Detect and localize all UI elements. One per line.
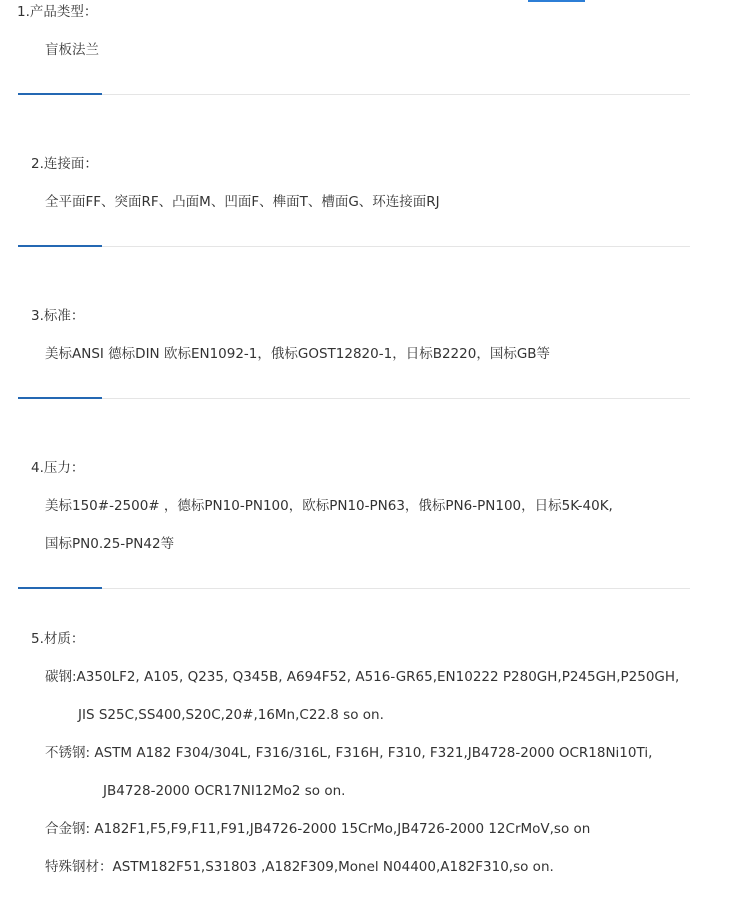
material-stainless-steel-cont: JB4728-2000 OCR17NI12Mo2 so on.	[103, 783, 346, 799]
divider-accent	[18, 245, 102, 247]
section-heading: 1.产品类型：	[17, 4, 98, 20]
material-alloy-steel: 合金钢: A182F1,F5,F9,F11,F91,JB4726-2000 15CrMo,JB4726-2000 12CrMoV,so on	[45, 821, 591, 837]
section-text: 盲板法兰	[45, 42, 99, 58]
top-accent-tab	[528, 0, 585, 2]
material-special-steel: 特殊钢材：ASTM182F51,S31803 ,A182F309,Monel N04400,A182F310,so on.	[45, 859, 554, 875]
section-divider	[18, 588, 690, 589]
material-stainless-steel: 不锈钢: ASTM A182 F304/304L, F316/316L, F316H, F310, F321,JB4728-2000 OCR18Ni10Ti,	[45, 745, 653, 761]
divider-accent	[18, 93, 102, 95]
section-heading: 4.压力：	[31, 460, 85, 476]
section-text: 美标150#-2500# ，德标PN10-PN100，欧标PN10-PN63，俄标PN6-PN100，日标5K-40K,	[45, 498, 613, 514]
material-carbon-steel-cont: JIS S25C,SS400,S20C,20#,16Mn,C22.8 so on.	[78, 707, 384, 723]
section-text: 美标ANSI 德标DIN 欧标EN1092-1，俄标GOST12820-1，日标B2220，国标GB等	[45, 346, 551, 362]
material-carbon-steel: 碳钢:A350LF2, A105, Q235, Q345B, A694F52, A516-GR65,EN10222 P280GH,P245GH,P250GH,	[45, 669, 680, 685]
section-divider	[18, 398, 690, 399]
divider-accent	[18, 397, 102, 399]
section-heading: 3.标准：	[31, 308, 85, 324]
section-divider	[18, 94, 690, 95]
divider-accent	[18, 587, 102, 589]
section-heading: 5.材质：	[31, 631, 85, 647]
section-heading: 2.连接面：	[31, 156, 98, 172]
section-text: 国标PN0.25-PN42等	[45, 536, 175, 552]
section-divider	[18, 246, 690, 247]
section-text: 全平面FF、突面RF、凸面M、凹面F、榫面T、槽面G、环连接面RJ	[45, 194, 440, 210]
